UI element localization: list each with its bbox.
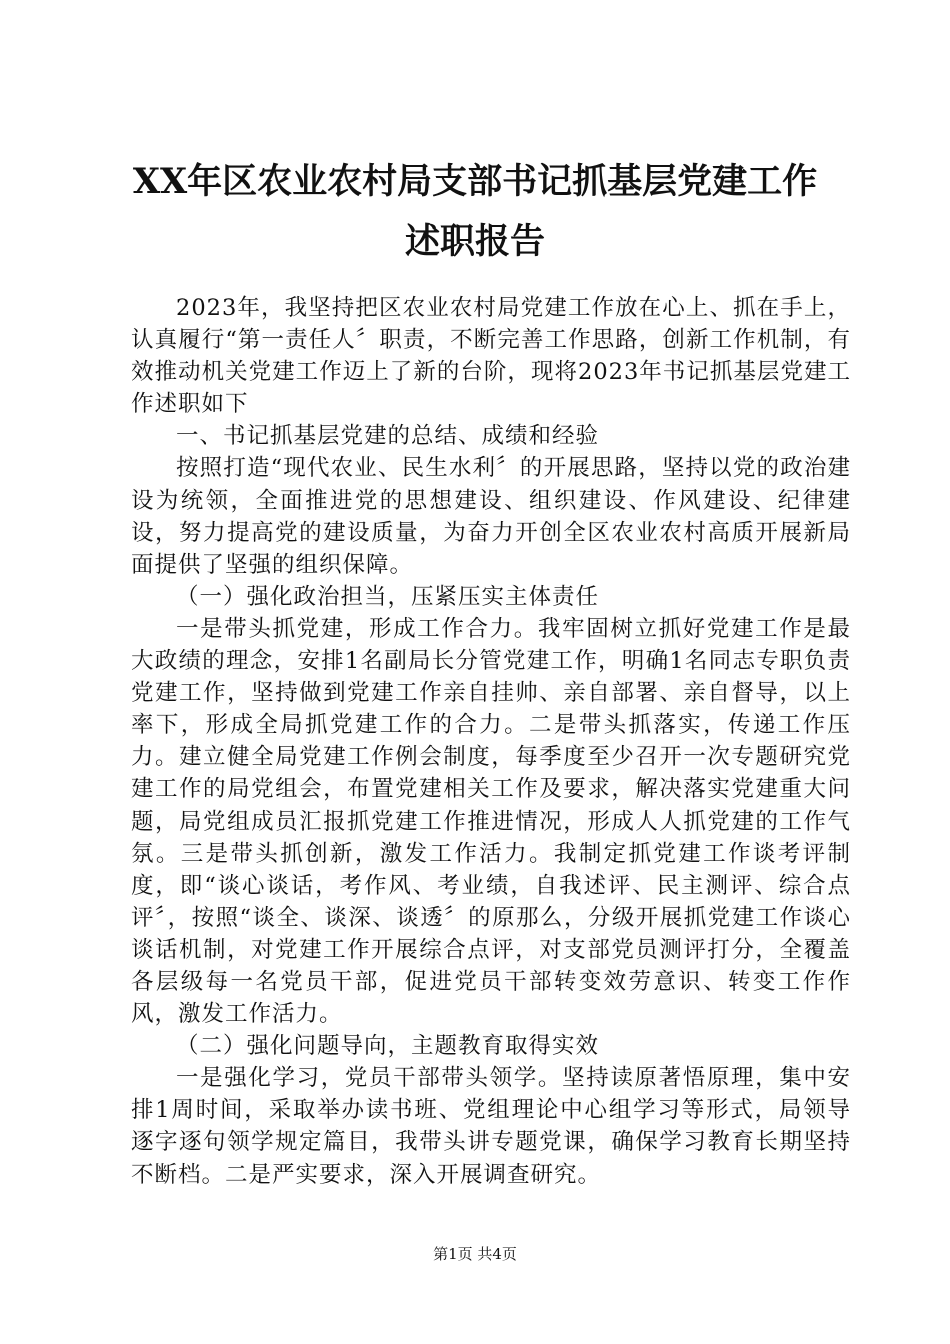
document-body <box>131 292 851 1191</box>
body-paragraph: 一是带头抓党建，形成工作合力。我牢固树立抓好党建工作是最大政绩的理念，安排1名副局长分管党建工作，明确1名同志专职负责党建工作，坚持做到党建工作亲自挂帅、亲自部署、亲自督导，以上率下，形成全局抓党建工作的合力。二是带头抓落实，传递工作压力。建立健全局党建工作例会制度，每季度至少召开一次专题研究党建工作的局党组会，布置党建相关工作及要求，解决落实党建重大问题，局党组成员汇报抓党建工作推进情况，形成人人抓党建的工作气氛。三是带头抓创新，激发工作活力。我制定抓党建工作谈考评制度，即“谈心谈话，考作风、考业绩，自我述评、民主测评、综合点评〞，按照“谈全、谈深、谈透〞的原那么，分级开展抓党建工作谈心谈话机制，对党建工作开展综合点评，对支部党员测评打分，全覆盖各层级每一名党员干部，促进党员干部转变效劳意识、转变工作作风，激发工作活力。 <box>131 615 851 1028</box>
body-paragraph: 按照打造“现代农业、民生水利〞的开展思路，坚持以党的政治建设为统领，全面推进党的思想建设、组织建设、作风建设、纪律建设，努力提高党的建设质量，为奋力开创全区农业农村高质开展新局面提供了坚强的组织保障。 <box>131 455 851 578</box>
subsection-heading-2: （二）强化问题导向，主题教育取得实效 <box>176 1033 600 1060</box>
page-footer: 第1页 共4页 <box>433 1245 517 1263</box>
document-title-line-1: XX年区农业农村局支部书记抓基层党建工作 <box>132 161 818 202</box>
intro-paragraph: 2023年，我坚持把区农业农村局党建工作放在心上、抓在手上，认真履行“第一责任人〞职责，不断完善工作思路，创新工作机制，有效推动机关党建工作迈上了新的台阶，现将2023年书记抓基层党建工作述职如下 <box>131 295 851 418</box>
subsection-heading-1: （一）强化政治担当，压紧压实主体责任 <box>176 583 600 610</box>
body-paragraph: 一是强化学习，党员干部带头领学。坚持读原著悟原理，集中安排1周时间，采取举办读书班、党组理论中心组学习等形式，局领导逐字逐句领学规定篇目，我带头讲专题党课，确保学习教育长期坚持不断档。二是严实要求，深入开展调查研究。 <box>131 1065 851 1188</box>
section-heading-1: 一、书记抓基层党建的总结、成绩和经验 <box>176 423 600 450</box>
document-title-line-2: 述职报告 <box>404 221 545 262</box>
